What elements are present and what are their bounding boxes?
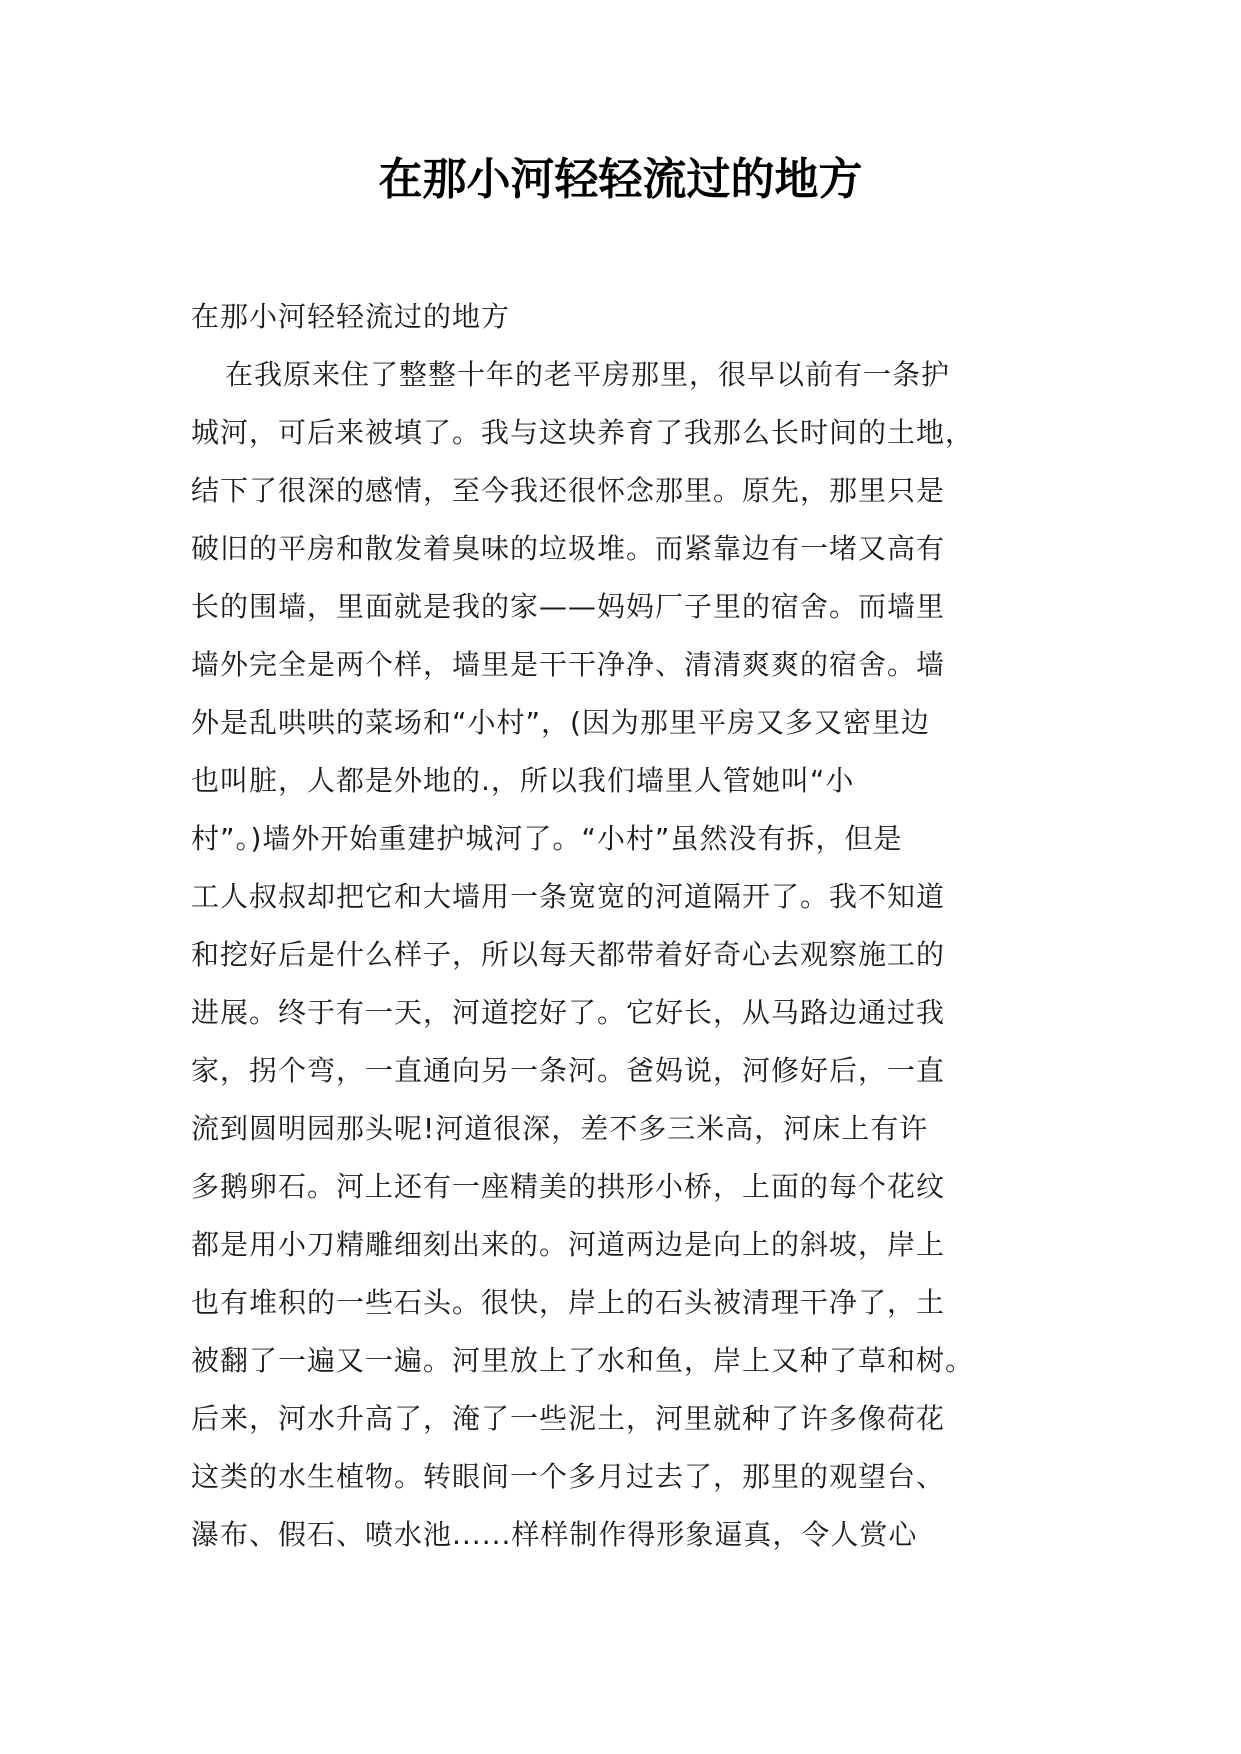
paragraph-line: 长的围墙，里面就是我的家——妈妈厂子里的宿舍。而墙里 xyxy=(191,590,946,623)
paragraph-line: 家，拐个弯，一直通向另一条河。爸妈说，河修好后，一直 xyxy=(191,1054,946,1087)
paragraph-line: 结下了很深的感情，至今我还很怀念那里。原先，那里只是 xyxy=(191,474,946,507)
document-title: 在那小河轻轻流过的地方 xyxy=(378,154,863,205)
paragraph-line: 破旧的平房和散发着臭味的垃圾堆。而紧靠边有一堵又高有 xyxy=(191,532,946,565)
paragraph-line: 在我原来住了整整十年的老平房那里，很早以前有一条护 xyxy=(225,358,951,391)
document-body xyxy=(191,288,1061,1564)
paragraph-line: 也叫脏，人都是外地的.，所以我们墙里人管她叫“小 xyxy=(191,764,855,797)
document-subtitle: 在那小河轻轻流过的地方 xyxy=(191,300,511,333)
paragraph-line: 也有堆积的一些石头。很快，岸上的石头被清理干净了，土 xyxy=(191,1286,946,1319)
paragraph-line: 被翻了一遍又一遍。河里放上了水和鱼，岸上又种了草和树。 xyxy=(191,1344,975,1377)
paragraph-line: 多鹅卵石。河上还有一座精美的拱形小桥，上面的每个花纹 xyxy=(191,1170,946,1203)
paragraph-line: 流到圆明园那头呢!河道很深，差不多三米高，河床上有许 xyxy=(191,1112,929,1145)
paragraph-line: 工人叔叔却把它和大墙用一条宽宽的河道隔开了。我不知道 xyxy=(191,880,946,913)
paragraph-line: 墙外完全是两个样，墙里是干干净净、清清爽爽的宿舍。墙 xyxy=(191,648,946,681)
paragraph-line: 后来，河水升高了，淹了一些泥土，河里就种了许多像荷花 xyxy=(191,1402,946,1435)
paragraph-line: 村”。)墙外开始重建护城河了。“小村”虽然没有拆，但是 xyxy=(191,822,903,855)
paragraph-line: 瀑布、假石、喷水池......样样制作得形象逼真，令人赏心 xyxy=(191,1518,918,1551)
paragraph-line: 和挖好后是什么样子，所以每天都带着好奇心去观察施工的 xyxy=(191,938,946,971)
paragraph-line: 都是用小刀精雕细刻出来的。河道两边是向上的斜坡，岸上 xyxy=(191,1228,946,1261)
paragraph-line: 城河，可后来被填了。我与这块养育了我那么长时间的土地， xyxy=(191,416,975,449)
paragraph-line: 外是乱哄哄的菜场和“小村”，(因为那里平房又多又密里边 xyxy=(191,706,930,739)
paragraph-line: 进展。终于有一天，河道挖好了。它好长，从马路边通过我 xyxy=(191,996,946,1029)
paragraph-line: 这类的水生植物。转眼间一个多月过去了，那里的观望台、 xyxy=(191,1460,946,1493)
